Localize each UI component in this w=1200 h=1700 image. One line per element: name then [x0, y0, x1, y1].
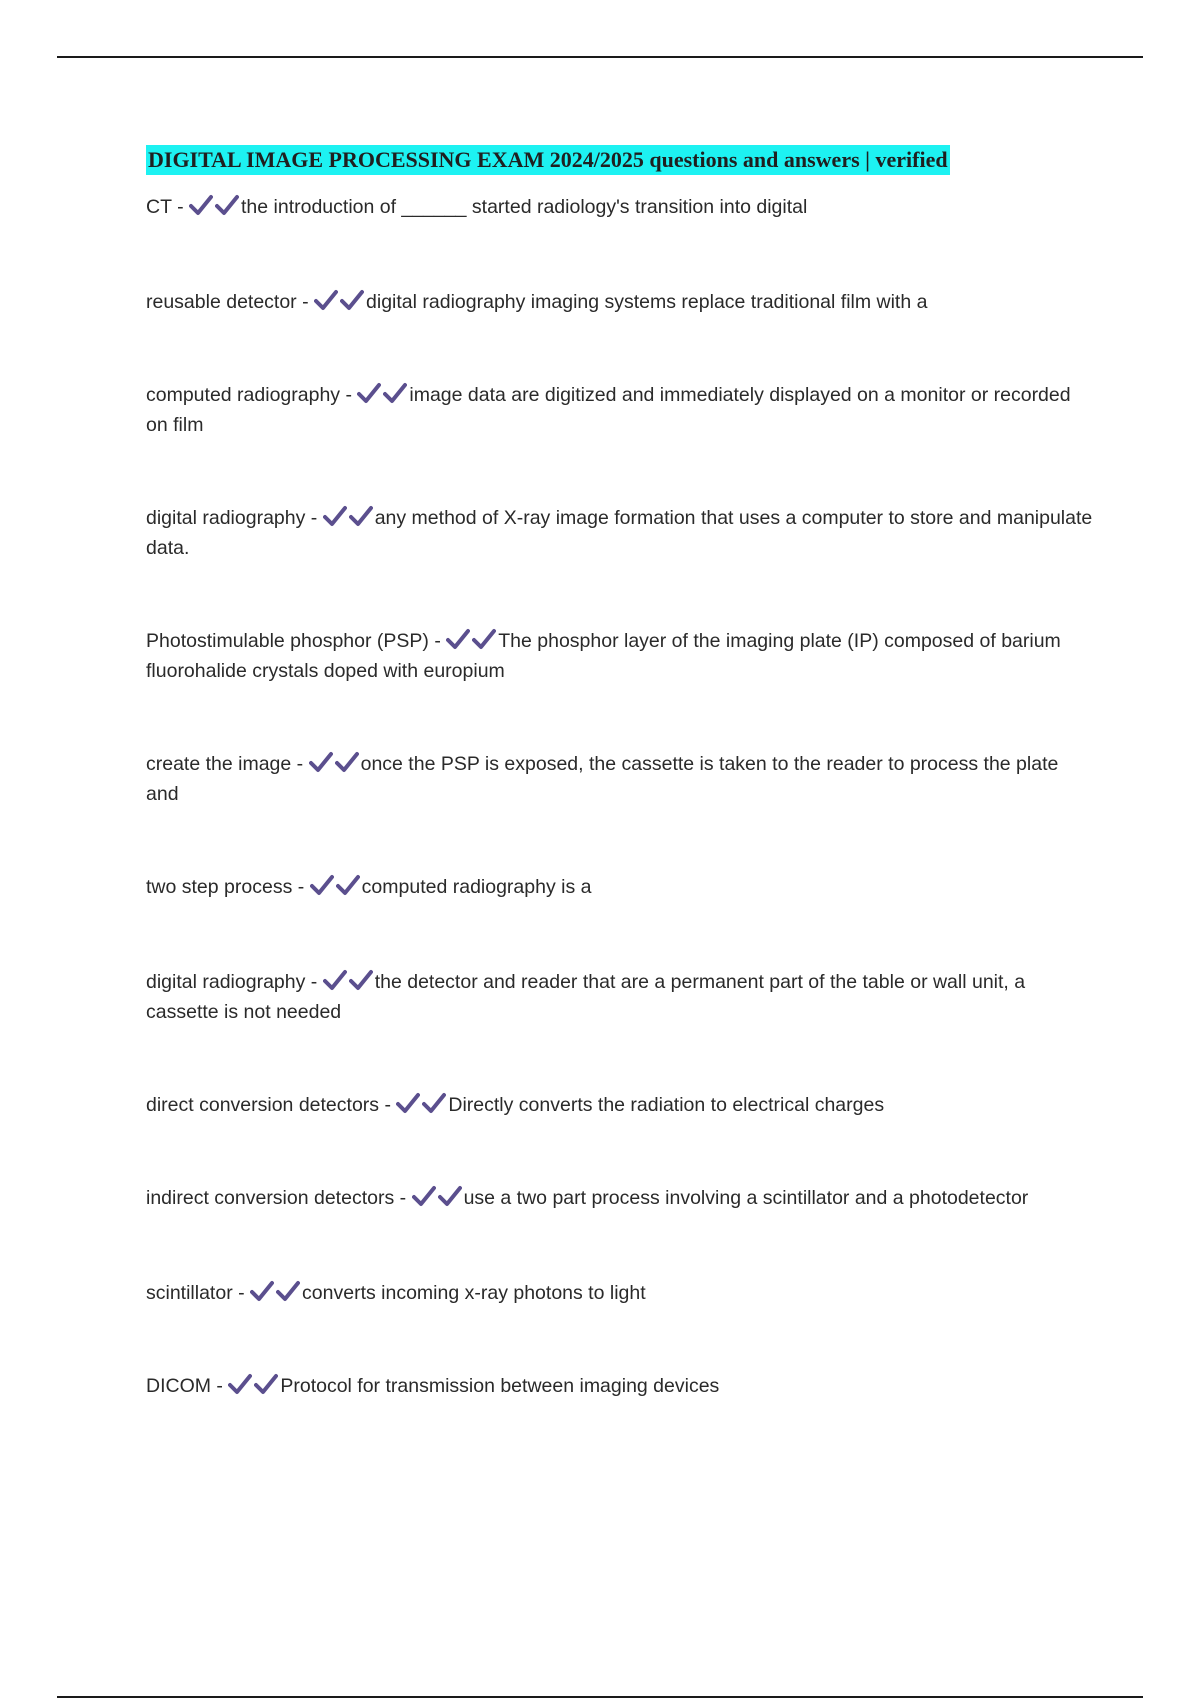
definition: The phosphor layer of the imaging plate (IP) composed of barium fluorohalide crystals doped with europium	[146, 630, 1061, 682]
definition: Directly converts the radiation to electrical charges	[448, 1094, 885, 1116]
check-icon	[310, 874, 334, 896]
qa-entry	[146, 1371, 1096, 1401]
definition: digital radiography imaging systems replace traditional film with a	[366, 291, 928, 313]
term: scintillator	[146, 1282, 233, 1304]
check-icon	[276, 1280, 300, 1302]
check-icon	[412, 1185, 436, 1207]
top-rule	[57, 56, 1143, 58]
term: reusable detector	[146, 291, 297, 313]
separator: -	[379, 1094, 397, 1116]
definition: use a two part process involving a scintillator and a photodetector	[463, 1187, 1029, 1209]
qa-entry	[146, 380, 1096, 440]
check-icon	[254, 1373, 278, 1395]
term: digital radiography	[146, 507, 306, 529]
check-icon	[323, 969, 347, 991]
qa-entry	[146, 626, 1096, 686]
qa-entry	[146, 1183, 1096, 1213]
term: digital radiography	[146, 971, 306, 993]
check-icon	[422, 1092, 446, 1114]
check-icon	[472, 628, 496, 650]
separator: -	[305, 971, 323, 993]
check-icon	[357, 382, 381, 404]
separator: -	[292, 876, 310, 898]
term: direct conversion detectors	[146, 1094, 380, 1116]
qa-entry	[146, 192, 1096, 222]
term: indirect conversion detectors	[146, 1187, 395, 1209]
term: create the image	[146, 753, 292, 775]
definition: Protocol for transmission between imaging devices	[280, 1375, 720, 1397]
definition: once the PSP is exposed, the cassette is taken to the reader to process the plate and	[146, 753, 1059, 805]
qa-entry	[146, 287, 1096, 317]
check-icon	[314, 289, 338, 311]
separator: -	[305, 507, 323, 529]
term: CT	[146, 196, 172, 218]
check-icon	[323, 505, 347, 527]
check-icon	[349, 505, 373, 527]
definition: image data are digitized and immediately displayed on a monitor or recorded on film	[146, 384, 1071, 436]
definition: any method of X-ray image formation that uses a computer to store and manipulate data.	[146, 507, 1093, 559]
qa-entry	[146, 1278, 1096, 1308]
check-icon	[250, 1280, 274, 1302]
check-icon	[340, 289, 364, 311]
document-title: DIGITAL IMAGE PROCESSING EXAM 2024/2025 questions and answers | verified	[146, 145, 950, 175]
definition: the detector and reader that are a permanent part of the table or wall unit, a cassette is not needed	[146, 971, 1026, 1023]
check-icon	[438, 1185, 462, 1207]
check-icon	[189, 194, 213, 216]
separator: -	[428, 630, 447, 652]
term: DICOM	[146, 1375, 211, 1397]
qa-entry	[146, 1090, 1096, 1120]
definition: computed radiography is a	[361, 876, 592, 898]
separator: -	[171, 196, 189, 218]
qa-entry	[146, 749, 1096, 809]
check-icon	[396, 1092, 420, 1114]
separator: -	[211, 1375, 229, 1397]
check-icon	[349, 969, 373, 991]
check-icon	[215, 194, 239, 216]
qa-entry	[146, 503, 1096, 563]
term: computed radiography	[146, 384, 341, 406]
check-icon	[446, 628, 470, 650]
check-icon	[336, 874, 360, 896]
check-icon	[228, 1373, 252, 1395]
bottom-rule	[57, 1696, 1143, 1698]
separator: -	[296, 291, 315, 313]
definition: the introduction of ______ started radiology's transition into digital	[241, 196, 808, 218]
separator: -	[232, 1282, 251, 1304]
term: Photostimulable phosphor (PSP)	[146, 630, 429, 652]
check-icon	[383, 382, 407, 404]
qa-entry	[146, 872, 1096, 902]
separator: -	[394, 1187, 412, 1209]
definition: converts incoming x-ray photons to light	[302, 1282, 646, 1304]
term: two step process	[146, 876, 293, 898]
check-icon	[335, 751, 359, 773]
separator: -	[340, 384, 358, 406]
qa-entry	[146, 967, 1096, 1027]
separator: -	[291, 753, 309, 775]
check-icon	[309, 751, 333, 773]
